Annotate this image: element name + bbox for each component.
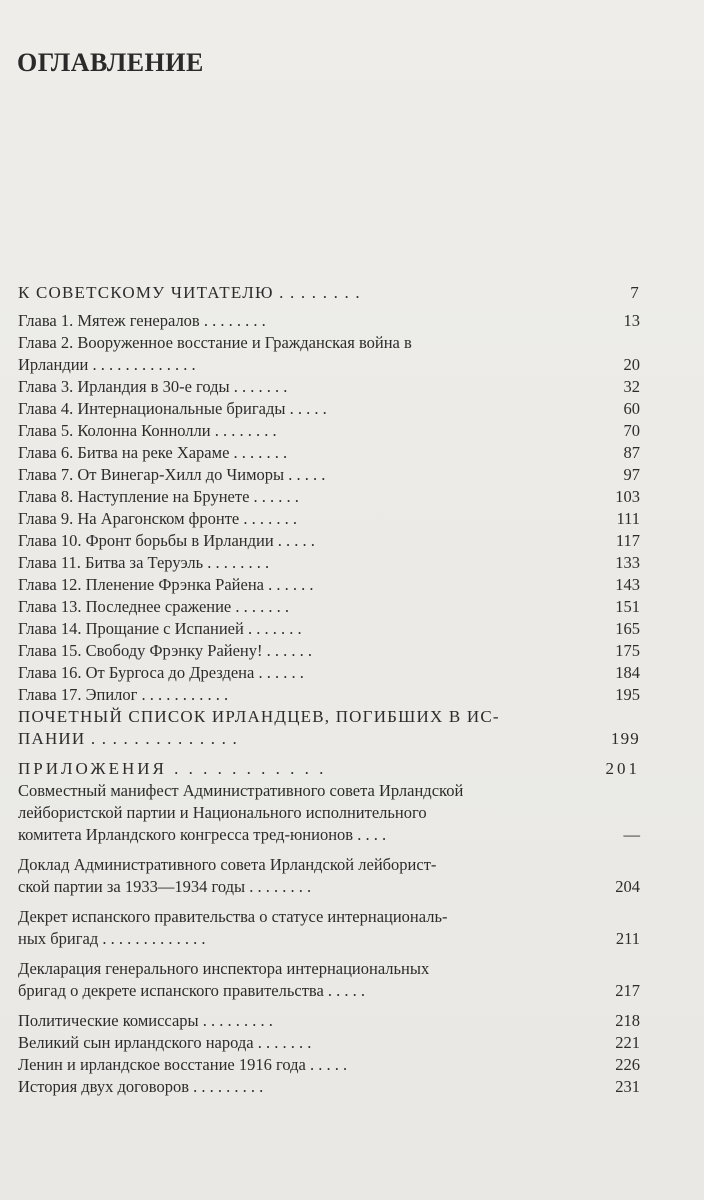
toc-entry-title: Глава 3. Ирландия в 30-е годы . . . . . . . — [18, 377, 288, 396]
toc-entry — [18, 1076, 640, 1098]
toc-entry-page: 133 — [615, 553, 640, 572]
toc-entry-page: 13 — [623, 311, 640, 330]
toc-entry-page: — — [623, 825, 640, 844]
toc-entry-page: 60 — [623, 399, 640, 418]
toc-entry-title: Глава 1. Мятеж генералов . . . . . . . . — [18, 311, 266, 330]
toc-entry-title: К СОВЕТСКОМУ ЧИТАТЕЛЮ . . . . . . . . — [18, 283, 361, 302]
toc-entry-page: 231 — [615, 1077, 640, 1096]
toc-entry-title: Совместный манифест Административного совета Ирландской лейбористской партии и Национального исполнительного комитета Ирландского конгресса тред-юнионов . . . . — [18, 781, 464, 844]
toc-entry — [18, 958, 640, 1002]
toc-entry-page: 20 — [623, 355, 640, 374]
toc-entry — [18, 854, 640, 898]
toc-entry-title: Глава 11. Битва за Теруэль . . . . . . . . — [18, 553, 270, 572]
toc-entry-title: Великий сын ирландского народа . . . . . . . — [18, 1033, 312, 1052]
toc-entry-title: История двух договоров . . . . . . . . . — [18, 1077, 264, 1096]
toc-entry — [18, 906, 640, 950]
table-of-contents — [18, 282, 640, 1098]
toc-entry-page: 87 — [623, 443, 640, 462]
toc-entry — [18, 310, 640, 332]
toc-entry-title: Глава 6. Битва на реке Хараме . . . . . . . — [18, 443, 288, 462]
toc-entry-page: 201 — [605, 759, 640, 778]
toc-entry — [18, 530, 640, 552]
toc-entry — [18, 780, 640, 846]
toc-entry — [18, 420, 640, 442]
toc-entry-title: Доклад Административного совета Ирландской лейборист- ской партии за 1933—1934 годы . . . . . . . . — [18, 855, 437, 896]
toc-entry — [18, 1032, 640, 1054]
toc-entry — [18, 1054, 640, 1076]
toc-entry-title: Политические комиссары . . . . . . . . . — [18, 1011, 273, 1030]
toc-entry-page: 184 — [615, 663, 640, 682]
toc-entry — [18, 574, 640, 596]
toc-entry-title: Глава 17. Эпилог . . . . . . . . . . . — [18, 685, 229, 704]
toc-entry-title: Глава 15. Свободу Фрэнку Райену! . . . . . . — [18, 641, 312, 660]
toc-entry-title: Декларация генерального инспектора интернациональных бригад о декрете испанского правительства . . . . . — [18, 959, 430, 1000]
toc-entry-title: Глава 13. Последнее сражение . . . . . . . — [18, 597, 290, 616]
page-title: ОГЛАВЛЕНИЕ — [17, 48, 204, 77]
toc-entry-title: Глава 8. Наступление на Брунете . . . . . . — [18, 487, 299, 506]
toc-entry-page: 211 — [615, 929, 640, 948]
toc-entry-page: 117 — [615, 531, 640, 550]
toc-entry-page: 165 — [615, 619, 640, 638]
toc-entry-title: ПРИЛОЖЕНИЯ . . . . . . . . . . . — [18, 759, 327, 778]
toc-entry-title: Глава 9. На Арагонском фронте . . . . . . . — [18, 509, 297, 528]
toc-entry-title: Глава 4. Интернациональные бригады . . . . . — [18, 399, 327, 418]
toc-entry-page: 204 — [615, 877, 640, 896]
toc-entry — [18, 464, 640, 486]
toc-entry-page: 143 — [615, 575, 640, 594]
toc-entry — [18, 706, 640, 750]
toc-entry-page: 195 — [615, 685, 640, 704]
toc-entry — [18, 684, 640, 706]
toc-entry-title: Глава 14. Прощание с Испанией . . . . . . . — [18, 619, 302, 638]
toc-entry-page: 221 — [615, 1033, 640, 1052]
toc-entry — [18, 662, 640, 684]
toc-entry-title: ПОЧЕТНЫЙ СПИСОК ИРЛАНДЦЕВ, ПОГИБШИХ В ИС- ПАНИИ . . . . . . . . . . . . . . — [18, 707, 500, 748]
toc-entry-title: Глава 5. Колонна Коннолли . . . . . . . . — [18, 421, 277, 440]
toc-entry-title: Глава 16. От Бургоса до Дрездена . . . . . . — [18, 663, 304, 682]
toc-entry — [18, 282, 640, 304]
toc-entry-title: Глава 12. Пленение Фрэнка Райена . . . . . . — [18, 575, 314, 594]
toc-entry — [18, 376, 640, 398]
toc-entry — [18, 1010, 640, 1032]
toc-entry-page: 175 — [615, 641, 640, 660]
toc-entry-title: Глава 10. Фронт борьбы в Ирландии . . . . . — [18, 531, 315, 550]
toc-entry — [18, 486, 640, 508]
toc-entry-title: Глава 7. От Винегар-Хилл до Чиморы . . . . . — [18, 465, 326, 484]
toc-entry-title: Ленин и ирландское восстание 1916 года . . . . . — [18, 1055, 348, 1074]
toc-entry — [18, 596, 640, 618]
toc-entry-page: 218 — [615, 1011, 640, 1030]
toc-entry — [18, 640, 640, 662]
toc-entry-page: 32 — [623, 377, 640, 396]
toc-entry-page: 7 — [630, 283, 640, 302]
toc-entry — [18, 332, 640, 376]
toc-entry-page: 226 — [615, 1055, 640, 1074]
toc-entry-page: 70 — [623, 421, 640, 440]
toc-entry — [18, 508, 640, 530]
toc-entry — [18, 552, 640, 574]
toc-entry-page: 151 — [615, 597, 640, 616]
toc-entry-page: 97 — [623, 465, 640, 484]
toc-entry-page: 199 — [610, 729, 640, 748]
toc-entry — [18, 398, 640, 420]
toc-entry-page: 111 — [616, 509, 640, 528]
toc-entry — [18, 758, 640, 780]
toc-entry-page: 103 — [615, 487, 640, 506]
toc-entry-page: 217 — [615, 981, 640, 1000]
toc-entry-title: Декрет испанского правительства о статусе интернациональ- ных бригад . . . . . . . . . . . . . — [18, 907, 448, 948]
toc-entry-title: Глава 2. Вооруженное восстание и Гражданская война в Ирландии . . . . . . . . . . . . . — [18, 333, 412, 374]
toc-entry — [18, 618, 640, 640]
toc-entry — [18, 442, 640, 464]
